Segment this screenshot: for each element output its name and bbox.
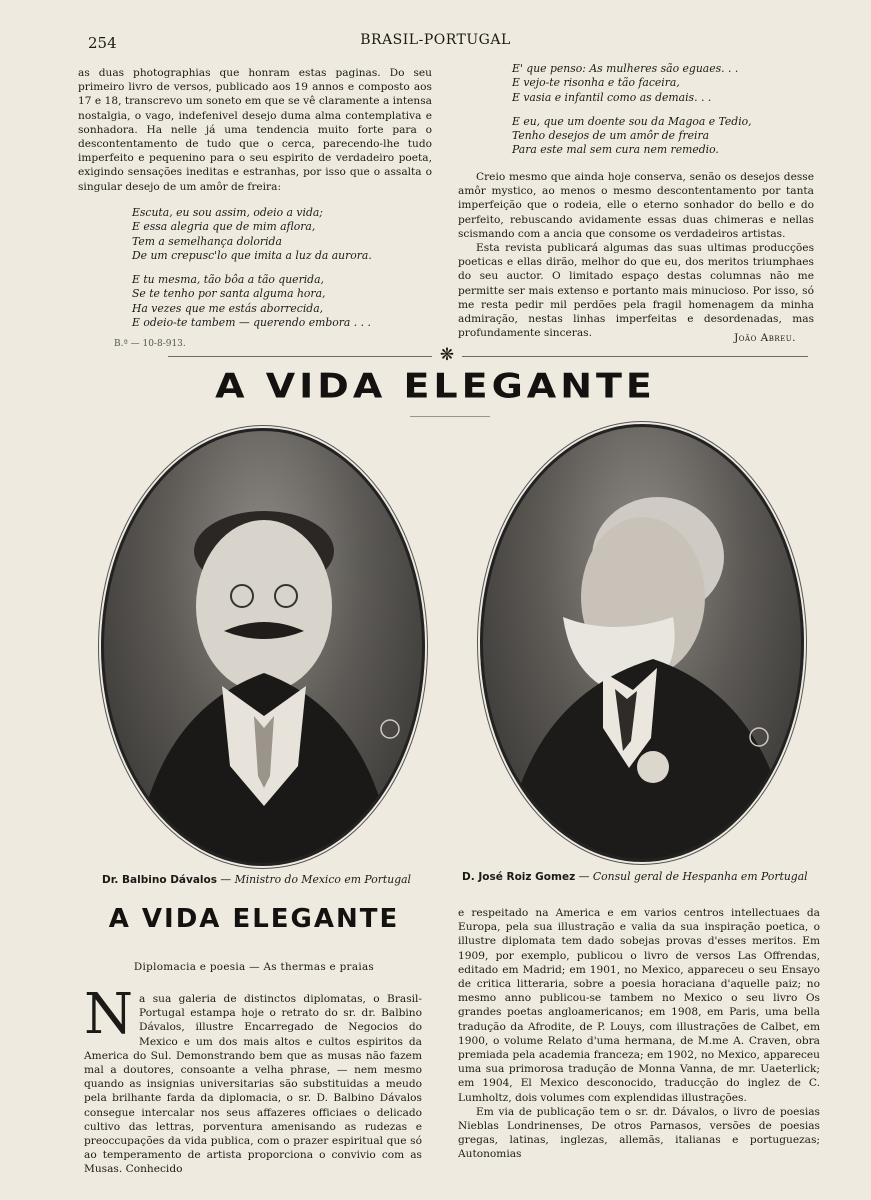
caption-name: Dr. Balbino Dávalos — [102, 874, 217, 886]
article-title: A VIDA ELEGANTE — [108, 904, 400, 934]
paragraph: Creio mesmo que ainda hoje conserva, senão os desejos desse amôr mystico, ao menos o mesmo descontentamento por tanta imperfeição que o rodeia, elle o eterno sonhador do bello e do perfeito, rebuscando avidamente essas duas chimeras e nellas scismando com a ancia que consome os verdadeiros artistas. — [458, 171, 814, 240]
verse-line: E tu mesma, tão bôa a tão querida, — [132, 273, 324, 287]
running-head: BRASIL-PORTUGAL — [360, 32, 511, 48]
portrait-balbino-davalos — [101, 428, 425, 866]
paragraph: Em via de publicação tem o sr. dr. Dávalos, o livro de poesias Nieblas Londrinenses, De otros Parnasos, versões de poesias gregas, latinas, inglezas, allemãs, italianas e portuguezas; Autonomias — [458, 1105, 820, 1161]
verse-line: De um crepusc'lo que imita a luz da aurora. — [132, 248, 372, 262]
stanza-4 — [512, 115, 812, 158]
verse-line: E vejo-te risonha e tão faceira, — [512, 76, 680, 90]
caption-name: D. José Roiz Gomez — [462, 871, 576, 883]
verse-line: E' que penso: As mulheres são eguaes. . . — [512, 62, 739, 75]
verse-line: Tenho desejos de um amôr de freira — [512, 129, 710, 143]
caption-davalos — [102, 873, 411, 886]
article-text: a sua galeria de distinctos diplomatas, o Brasil-Portugal estampa hoje o retrato do sr. dr. Balbino Dávalos, illustre Encarregado de Negocios do Mexico e um dos mais altos e cultos espiritos da America do Sul. Demonstrando bem que as musas não fazem mal a doutores, consoante a velha phrase, — nem mesmo quando as insignias universitarias são substituidas a meudo pela brilhante farda da diplomacia, o sr. D. Balbino Dávalos consegue intercalar nos seus affazeres officiaes o delicado cultivo das lettras, porventura amenisando as rudezas e preoccupações da vida publica, com o prazer espiritual que só ao temperamento de artista proporciona o convivio com as Musas. Conhecido — [84, 993, 422, 1176]
title-underline — [410, 416, 490, 417]
verse-line: Escuta, eu sou assim, odeio a vida; — [132, 206, 323, 219]
stanza-2 — [132, 273, 432, 330]
verse-line: E vasia e infantil como as demais. . . — [512, 90, 712, 104]
divider-right — [462, 356, 808, 357]
intro-paragraph: as duas photographias que honram estas paginas. Do seu primeiro livro de versos, publicado aos 19 annos e composto aos 17 e 18, transcrevo um soneto em que se vê claramente a intensa nostalgia, o vago, indefenivel desejo duma alma contemplativa e sonhadora. Ha nelle já uma tendencia muito forte para o descontentamento de tudo que o cerca, parecendo-lhe tudo imperfeito e pequenino para o seu espirito de verdadeiro poeta, exigindo sensações ineditas e estranhas, por isso que o assalta o singular desejo de um amôr de freira: — [78, 67, 432, 193]
caption-role: — Consul geral de Hespanha em Portugal — [578, 870, 808, 883]
paragraph: e respeitado na America e em varios centros intellectuaes da Europa, pela sua illustração e valia da sua inspiração poetica, o illustre diplomata tem dado sobejas provas d'esses meritos. Em 1909, por exemplo, publicou o livro de versos Las Offrendas, editado em Madrid; em 1901, no Mexico, appareceu o seu Ensayo de critica litteraria, sobre a poesia horaciana d'aquelle paiz; no mesmo anno publicou-se tambem no Mexico o seu livro Os grandes poetas angloamericanos; em 1908, em Paris, uma bella tradução da Afrodite, de P. Louys, com illustrações de Calbet, em 1900, o volume Relato d'uma hermana, de M.me A. Craven, obra premiada pela academia franceza; em 1902, no Mexico, appareceu uma sua primorosa tradução de Monna Vanna, de mr. Uaeterlick; em 1904, El Mexico desconocido, traducção do inglez de C. Lumholtz, dois volumes com explendidas illustrações. — [458, 907, 820, 1104]
verse-line: Ha vezes que me estás aborrecida, — [132, 301, 324, 315]
caption-gomez — [462, 870, 808, 883]
top-left-column — [78, 66, 432, 194]
verse-line: Se te tenho por santa alguma hora, — [132, 287, 326, 301]
date-note: B.ª — 10-8-913. — [114, 339, 186, 349]
page-number: 254 — [88, 34, 117, 52]
verse-line: Tem a semelhança dolorida — [132, 234, 282, 248]
ornament-icon: ❋ — [439, 345, 455, 365]
verse-line: E eu, que um doente sou da Magoa e Tedio, — [512, 114, 752, 128]
stanza-3 — [512, 62, 812, 105]
article-column-2 — [458, 906, 820, 1162]
stanza-1 — [132, 206, 432, 263]
signature: João Abreu. — [734, 332, 796, 344]
portrait-jose-roiz-gomez — [480, 424, 804, 862]
verse-line: Para este mal sem cura nem remedio. — [512, 143, 719, 157]
paragraph: Esta revista publicará algumas das suas ultimas producções poeticas e ellas dirão, melhor do que eu, dos meritos triumphaes do seu auctor. O limitado espaço destas columnas não me permitte ser mais extenso e portanto mais minucioso. Por isso, só me resta pedir mil perdões pela fragil homenagem da minha admiração, nestas linhas imperfeitas e desordenadas, mas profundamente sinceras. — [458, 242, 814, 340]
sonnet-part-2 — [512, 62, 812, 168]
caption-role: — Ministro do Mexico em Portugal — [220, 873, 411, 886]
verse-line: E essa alegria que de mim aflora, — [132, 220, 316, 234]
divider-left — [168, 356, 432, 357]
verse-line: E odeio-te tambem — querendo embora . . . — [132, 316, 371, 330]
article-column-1 — [84, 982, 422, 1177]
sonnet-part-1 — [132, 206, 432, 340]
top-right-column — [458, 170, 814, 340]
section-banner-title: A VIDA ELEGANTE — [215, 366, 656, 406]
article-subtitle: Diplomacia e poesia — As thermas e praias — [133, 961, 375, 973]
drop-cap: N — [84, 982, 133, 1047]
